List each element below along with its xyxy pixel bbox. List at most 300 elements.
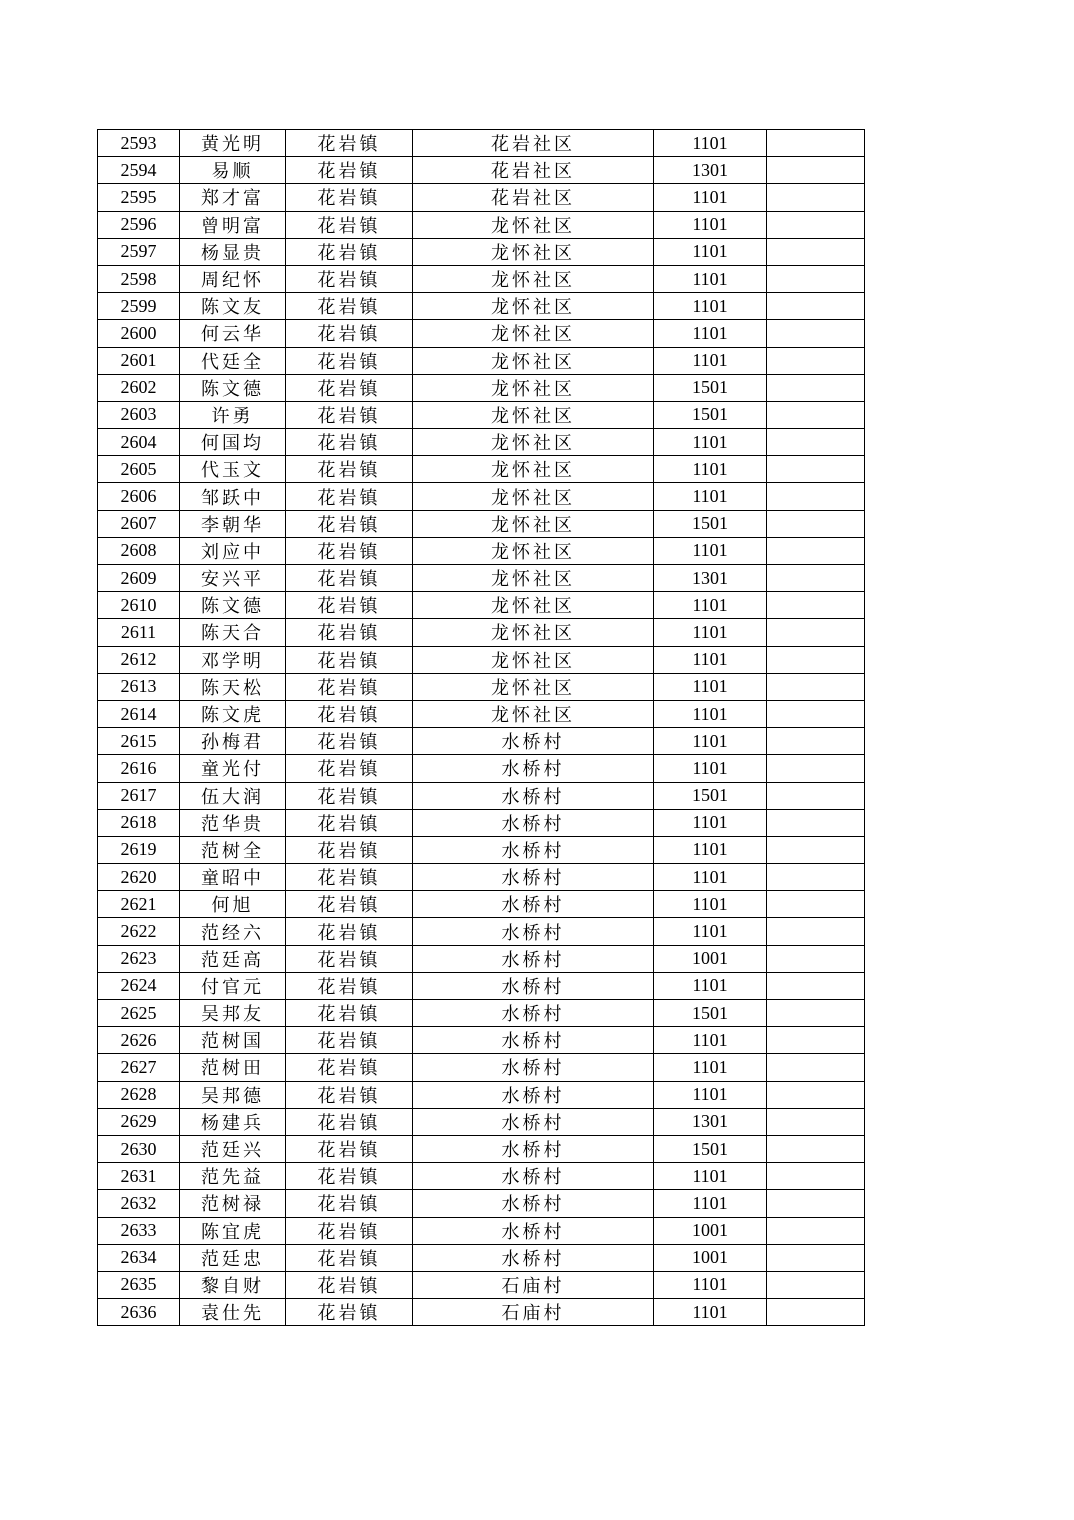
village-cell: 水桥村 — [413, 1027, 654, 1054]
serial-number-cell: 2622 — [98, 918, 180, 945]
remark-cell — [767, 945, 865, 972]
village-cell: 龙怀社区 — [413, 401, 654, 428]
table-row — [98, 1217, 865, 1244]
serial-number-cell: 2611 — [98, 619, 180, 646]
town-cell: 花岩镇 — [286, 184, 413, 211]
code-cell: 1501 — [654, 782, 767, 809]
code-cell: 1501 — [654, 510, 767, 537]
code-cell: 1101 — [654, 891, 767, 918]
code-cell: 1501 — [654, 401, 767, 428]
code-cell: 1101 — [654, 700, 767, 727]
serial-number-cell: 2619 — [98, 836, 180, 863]
village-cell: 水桥村 — [413, 836, 654, 863]
serial-number-cell: 2597 — [98, 238, 180, 265]
remark-cell — [767, 1190, 865, 1217]
town-cell: 花岩镇 — [286, 1163, 413, 1190]
serial-number-cell: 2603 — [98, 401, 180, 428]
remark-cell — [767, 130, 865, 157]
code-cell: 1101 — [654, 483, 767, 510]
village-cell: 龙怀社区 — [413, 293, 654, 320]
table-row — [98, 700, 865, 727]
data-table — [97, 129, 865, 1326]
name-cell: 杨建兵 — [180, 1108, 286, 1135]
serial-number-cell: 2616 — [98, 755, 180, 782]
name-cell: 陈文德 — [180, 374, 286, 401]
town-cell: 花岩镇 — [286, 646, 413, 673]
table-row — [98, 945, 865, 972]
town-cell: 花岩镇 — [286, 293, 413, 320]
remark-cell — [767, 1027, 865, 1054]
table-row — [98, 429, 865, 456]
remark-cell — [767, 619, 865, 646]
code-cell: 1501 — [654, 1135, 767, 1162]
name-cell: 孙梅君 — [180, 728, 286, 755]
town-cell: 花岩镇 — [286, 673, 413, 700]
town-cell: 花岩镇 — [286, 157, 413, 184]
name-cell: 童昭中 — [180, 864, 286, 891]
village-cell: 水桥村 — [413, 1217, 654, 1244]
name-cell: 范树田 — [180, 1054, 286, 1081]
table-row — [98, 864, 865, 891]
serial-number-cell: 2624 — [98, 972, 180, 999]
town-cell: 花岩镇 — [286, 891, 413, 918]
town-cell: 花岩镇 — [286, 1271, 413, 1298]
village-cell: 水桥村 — [413, 1163, 654, 1190]
table-row — [98, 918, 865, 945]
serial-number-cell: 2608 — [98, 537, 180, 564]
town-cell: 花岩镇 — [286, 429, 413, 456]
village-cell: 水桥村 — [413, 782, 654, 809]
code-cell: 1101 — [654, 293, 767, 320]
name-cell: 陈天松 — [180, 673, 286, 700]
serial-number-cell: 2623 — [98, 945, 180, 972]
code-cell: 1001 — [654, 945, 767, 972]
village-cell: 水桥村 — [413, 1244, 654, 1271]
town-cell: 花岩镇 — [286, 456, 413, 483]
village-cell: 龙怀社区 — [413, 483, 654, 510]
town-cell: 花岩镇 — [286, 374, 413, 401]
town-cell: 花岩镇 — [286, 1190, 413, 1217]
remark-cell — [767, 401, 865, 428]
remark-cell — [767, 1244, 865, 1271]
remark-cell — [767, 429, 865, 456]
remark-cell — [767, 1054, 865, 1081]
name-cell: 邹跃中 — [180, 483, 286, 510]
name-cell: 何云华 — [180, 320, 286, 347]
code-cell: 1101 — [654, 537, 767, 564]
name-cell: 李朝华 — [180, 510, 286, 537]
remark-cell — [767, 565, 865, 592]
serial-number-cell: 2633 — [98, 1217, 180, 1244]
table-row — [98, 673, 865, 700]
serial-number-cell: 2607 — [98, 510, 180, 537]
town-cell: 花岩镇 — [286, 1000, 413, 1027]
town-cell: 花岩镇 — [286, 130, 413, 157]
name-cell: 范廷兴 — [180, 1135, 286, 1162]
remark-cell — [767, 646, 865, 673]
village-cell: 龙怀社区 — [413, 456, 654, 483]
town-cell: 花岩镇 — [286, 510, 413, 537]
name-cell: 黄光明 — [180, 130, 286, 157]
town-cell: 花岩镇 — [286, 809, 413, 836]
name-cell: 代玉文 — [180, 456, 286, 483]
village-cell: 龙怀社区 — [413, 565, 654, 592]
town-cell: 花岩镇 — [286, 782, 413, 809]
code-cell: 1501 — [654, 1000, 767, 1027]
town-cell: 花岩镇 — [286, 619, 413, 646]
table-row — [98, 646, 865, 673]
table-row — [98, 1299, 865, 1326]
table-row — [98, 537, 865, 564]
code-cell: 1501 — [654, 374, 767, 401]
serial-number-cell: 2620 — [98, 864, 180, 891]
code-cell: 1001 — [654, 1244, 767, 1271]
serial-number-cell: 2615 — [98, 728, 180, 755]
name-cell: 刘应中 — [180, 537, 286, 564]
code-cell: 1101 — [654, 918, 767, 945]
code-cell: 1101 — [654, 265, 767, 292]
village-cell: 龙怀社区 — [413, 238, 654, 265]
code-cell: 1301 — [654, 565, 767, 592]
serial-number-cell: 2602 — [98, 374, 180, 401]
code-cell: 1101 — [654, 184, 767, 211]
town-cell: 花岩镇 — [286, 972, 413, 999]
remark-cell — [767, 510, 865, 537]
remark-cell — [767, 1135, 865, 1162]
remark-cell — [767, 592, 865, 619]
serial-number-cell: 2605 — [98, 456, 180, 483]
village-cell: 水桥村 — [413, 1135, 654, 1162]
code-cell: 1101 — [654, 864, 767, 891]
serial-number-cell: 2604 — [98, 429, 180, 456]
town-cell: 花岩镇 — [286, 1135, 413, 1162]
name-cell: 何国均 — [180, 429, 286, 456]
code-cell: 1101 — [654, 755, 767, 782]
remark-cell — [767, 1081, 865, 1108]
village-cell: 龙怀社区 — [413, 673, 654, 700]
remark-cell — [767, 700, 865, 727]
code-cell: 1101 — [654, 211, 767, 238]
town-cell: 花岩镇 — [286, 755, 413, 782]
village-cell: 水桥村 — [413, 918, 654, 945]
serial-number-cell: 2634 — [98, 1244, 180, 1271]
table-row — [98, 157, 865, 184]
remark-cell — [767, 320, 865, 347]
table-row — [98, 1190, 865, 1217]
village-cell: 水桥村 — [413, 891, 654, 918]
table-row — [98, 972, 865, 999]
name-cell: 范华贵 — [180, 809, 286, 836]
table-row — [98, 565, 865, 592]
name-cell: 陈文友 — [180, 293, 286, 320]
serial-number-cell: 2625 — [98, 1000, 180, 1027]
table-row — [98, 592, 865, 619]
code-cell: 1101 — [654, 1190, 767, 1217]
village-cell: 龙怀社区 — [413, 537, 654, 564]
remark-cell — [767, 347, 865, 374]
village-cell: 水桥村 — [413, 1108, 654, 1135]
remark-cell — [767, 211, 865, 238]
code-cell: 1101 — [654, 673, 767, 700]
code-cell: 1101 — [654, 429, 767, 456]
name-cell: 范树国 — [180, 1027, 286, 1054]
name-cell: 范廷高 — [180, 945, 286, 972]
village-cell: 水桥村 — [413, 1081, 654, 1108]
remark-cell — [767, 673, 865, 700]
town-cell: 花岩镇 — [286, 1027, 413, 1054]
village-cell: 龙怀社区 — [413, 347, 654, 374]
town-cell: 花岩镇 — [286, 592, 413, 619]
code-cell: 1101 — [654, 1163, 767, 1190]
town-cell: 花岩镇 — [286, 864, 413, 891]
serial-number-cell: 2617 — [98, 782, 180, 809]
remark-cell — [767, 157, 865, 184]
serial-number-cell: 2629 — [98, 1108, 180, 1135]
town-cell: 花岩镇 — [286, 700, 413, 727]
remark-cell — [767, 1163, 865, 1190]
town-cell: 花岩镇 — [286, 1217, 413, 1244]
code-cell: 1301 — [654, 157, 767, 184]
code-cell: 1101 — [654, 728, 767, 755]
remark-cell — [767, 755, 865, 782]
name-cell: 邓学明 — [180, 646, 286, 673]
code-cell: 1101 — [654, 456, 767, 483]
name-cell: 范树全 — [180, 836, 286, 863]
name-cell: 范廷忠 — [180, 1244, 286, 1271]
serial-number-cell: 2618 — [98, 809, 180, 836]
serial-number-cell: 2632 — [98, 1190, 180, 1217]
village-cell: 水桥村 — [413, 809, 654, 836]
remark-cell — [767, 864, 865, 891]
name-cell: 陈文虎 — [180, 700, 286, 727]
code-cell: 1101 — [654, 619, 767, 646]
remark-cell — [767, 265, 865, 292]
serial-number-cell: 2614 — [98, 700, 180, 727]
table-row — [98, 293, 865, 320]
serial-number-cell: 2599 — [98, 293, 180, 320]
town-cell: 花岩镇 — [286, 238, 413, 265]
table-row — [98, 401, 865, 428]
table-row — [98, 456, 865, 483]
town-cell: 花岩镇 — [286, 347, 413, 374]
code-cell: 1101 — [654, 836, 767, 863]
name-cell: 吴邦友 — [180, 1000, 286, 1027]
code-cell: 1101 — [654, 1054, 767, 1081]
remark-cell — [767, 918, 865, 945]
table-row — [98, 809, 865, 836]
town-cell: 花岩镇 — [286, 728, 413, 755]
table-row — [98, 782, 865, 809]
table-row — [98, 1108, 865, 1135]
table-row — [98, 483, 865, 510]
village-cell: 龙怀社区 — [413, 510, 654, 537]
code-cell: 1101 — [654, 972, 767, 999]
code-cell: 1301 — [654, 1108, 767, 1135]
remark-cell — [767, 456, 865, 483]
name-cell: 吴邦德 — [180, 1081, 286, 1108]
town-cell: 花岩镇 — [286, 211, 413, 238]
village-cell: 龙怀社区 — [413, 592, 654, 619]
table-row — [98, 374, 865, 401]
village-cell: 石庙村 — [413, 1271, 654, 1298]
village-cell: 水桥村 — [413, 755, 654, 782]
table-row — [98, 619, 865, 646]
town-cell: 花岩镇 — [286, 1108, 413, 1135]
town-cell: 花岩镇 — [286, 918, 413, 945]
serial-number-cell: 2612 — [98, 646, 180, 673]
remark-cell — [767, 782, 865, 809]
remark-cell — [767, 537, 865, 564]
name-cell: 许勇 — [180, 401, 286, 428]
code-cell: 1101 — [654, 130, 767, 157]
village-cell: 花岩社区 — [413, 157, 654, 184]
village-cell: 水桥村 — [413, 945, 654, 972]
town-cell: 花岩镇 — [286, 836, 413, 863]
code-cell: 1101 — [654, 1271, 767, 1298]
village-cell: 龙怀社区 — [413, 429, 654, 456]
table-row — [98, 211, 865, 238]
serial-number-cell: 2596 — [98, 211, 180, 238]
village-cell: 水桥村 — [413, 1190, 654, 1217]
serial-number-cell: 2598 — [98, 265, 180, 292]
code-cell: 1101 — [654, 238, 767, 265]
name-cell: 陈天合 — [180, 619, 286, 646]
remark-cell — [767, 1299, 865, 1326]
village-cell: 水桥村 — [413, 1000, 654, 1027]
village-cell: 水桥村 — [413, 728, 654, 755]
code-cell: 1101 — [654, 592, 767, 619]
town-cell: 花岩镇 — [286, 401, 413, 428]
table-row — [98, 238, 865, 265]
serial-number-cell: 2601 — [98, 347, 180, 374]
table-row — [98, 347, 865, 374]
town-cell: 花岩镇 — [286, 265, 413, 292]
serial-number-cell: 2593 — [98, 130, 180, 157]
table-row — [98, 1271, 865, 1298]
name-cell: 付官元 — [180, 972, 286, 999]
name-cell: 伍大润 — [180, 782, 286, 809]
table-row — [98, 1054, 865, 1081]
serial-number-cell: 2610 — [98, 592, 180, 619]
town-cell: 花岩镇 — [286, 1299, 413, 1326]
name-cell: 杨显贵 — [180, 238, 286, 265]
name-cell: 代廷全 — [180, 347, 286, 374]
name-cell: 陈文德 — [180, 592, 286, 619]
village-cell: 龙怀社区 — [413, 211, 654, 238]
name-cell: 陈宜虎 — [180, 1217, 286, 1244]
village-cell: 石庙村 — [413, 1299, 654, 1326]
serial-number-cell: 2594 — [98, 157, 180, 184]
table-row — [98, 1244, 865, 1271]
name-cell: 黎自财 — [180, 1271, 286, 1298]
serial-number-cell: 2631 — [98, 1163, 180, 1190]
name-cell: 何旭 — [180, 891, 286, 918]
code-cell: 1001 — [654, 1217, 767, 1244]
table-row — [98, 836, 865, 863]
village-cell: 水桥村 — [413, 972, 654, 999]
name-cell: 周纪怀 — [180, 265, 286, 292]
remark-cell — [767, 728, 865, 755]
table-row — [98, 1081, 865, 1108]
table-row — [98, 130, 865, 157]
remark-cell — [767, 184, 865, 211]
name-cell: 童光付 — [180, 755, 286, 782]
village-cell: 龙怀社区 — [413, 700, 654, 727]
serial-number-cell: 2630 — [98, 1135, 180, 1162]
table-row — [98, 728, 865, 755]
name-cell: 郑才富 — [180, 184, 286, 211]
town-cell: 花岩镇 — [286, 565, 413, 592]
town-cell: 花岩镇 — [286, 483, 413, 510]
serial-number-cell: 2636 — [98, 1299, 180, 1326]
serial-number-cell: 2621 — [98, 891, 180, 918]
serial-number-cell: 2627 — [98, 1054, 180, 1081]
table-row — [98, 184, 865, 211]
village-cell: 花岩社区 — [413, 184, 654, 211]
code-cell: 1101 — [654, 320, 767, 347]
name-cell: 安兴平 — [180, 565, 286, 592]
serial-number-cell: 2609 — [98, 565, 180, 592]
code-cell: 1101 — [654, 809, 767, 836]
serial-number-cell: 2600 — [98, 320, 180, 347]
remark-cell — [767, 1108, 865, 1135]
village-cell: 龙怀社区 — [413, 320, 654, 347]
village-cell: 龙怀社区 — [413, 646, 654, 673]
remark-cell — [767, 836, 865, 863]
village-cell: 龙怀社区 — [413, 374, 654, 401]
code-cell: 1101 — [654, 1081, 767, 1108]
village-cell: 花岩社区 — [413, 130, 654, 157]
serial-number-cell: 2595 — [98, 184, 180, 211]
code-cell: 1101 — [654, 347, 767, 374]
remark-cell — [767, 374, 865, 401]
code-cell: 1101 — [654, 1299, 767, 1326]
town-cell: 花岩镇 — [286, 1081, 413, 1108]
town-cell: 花岩镇 — [286, 945, 413, 972]
town-cell: 花岩镇 — [286, 320, 413, 347]
village-cell: 龙怀社区 — [413, 619, 654, 646]
serial-number-cell: 2626 — [98, 1027, 180, 1054]
remark-cell — [767, 293, 865, 320]
table-row — [98, 265, 865, 292]
remark-cell — [767, 1000, 865, 1027]
table-row — [98, 755, 865, 782]
remark-cell — [767, 238, 865, 265]
village-cell: 水桥村 — [413, 864, 654, 891]
remark-cell — [767, 972, 865, 999]
serial-number-cell: 2635 — [98, 1271, 180, 1298]
table-row — [98, 1135, 865, 1162]
table-row — [98, 891, 865, 918]
remark-cell — [767, 809, 865, 836]
name-cell: 袁仕先 — [180, 1299, 286, 1326]
serial-number-cell: 2613 — [98, 673, 180, 700]
name-cell: 范树禄 — [180, 1190, 286, 1217]
remark-cell — [767, 891, 865, 918]
name-cell: 范先益 — [180, 1163, 286, 1190]
town-cell: 花岩镇 — [286, 1054, 413, 1081]
name-cell: 曾明富 — [180, 211, 286, 238]
serial-number-cell: 2628 — [98, 1081, 180, 1108]
village-cell: 龙怀社区 — [413, 265, 654, 292]
table-row — [98, 1000, 865, 1027]
code-cell: 1101 — [654, 1027, 767, 1054]
name-cell: 易顺 — [180, 157, 286, 184]
remark-cell — [767, 483, 865, 510]
remark-cell — [767, 1217, 865, 1244]
remark-cell — [767, 1271, 865, 1298]
record-sheet — [97, 129, 865, 1326]
